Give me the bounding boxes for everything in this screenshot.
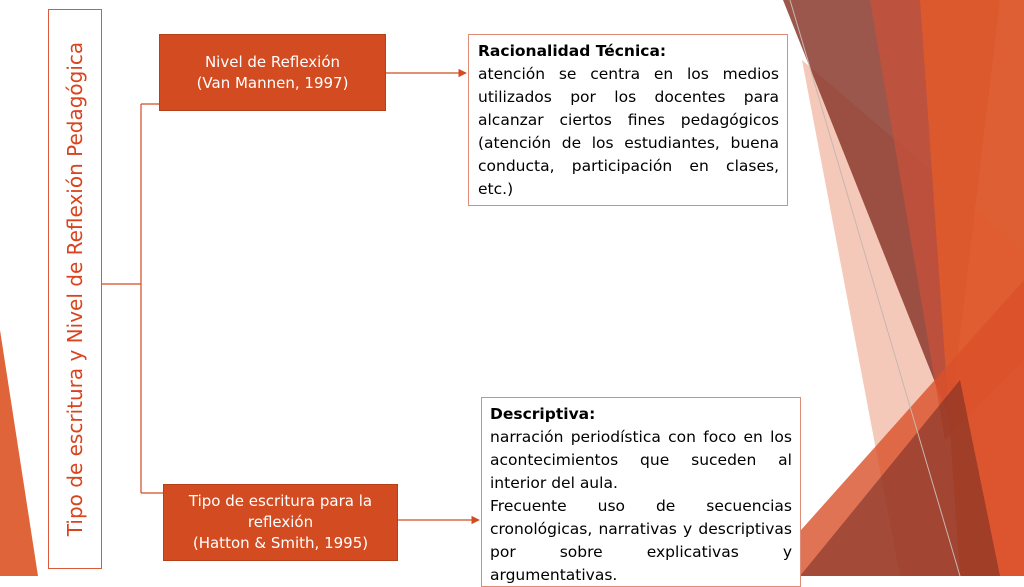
- nivel-line1: Nivel de Reflexión: [204, 52, 341, 71]
- nivel-line2: (Van Mannen, 1997): [196, 73, 349, 92]
- racionalidad-body: atención se centra en los medios utilizados por los docentes para alcanzar ciertos fines pedagógicos (atención de los estudiantes, buena conducta, participación en clases, etc.): [478, 65, 779, 198]
- descriptiva-body2: Frecuente uso de secuencias cronológicas, narrativas y descriptivas por sobre explicativas y argumentativas.: [490, 497, 792, 584]
- descriptiva-body1: narración periodística con foco en los acontecimientos que suceden al interior del aula.: [490, 428, 792, 492]
- descriptiva-title: Descriptiva:: [490, 405, 596, 423]
- tipo-line1: Tipo de escritura para la: [188, 492, 373, 510]
- racionalidad-title: Racionalidad Técnica:: [478, 42, 667, 60]
- tipo-line2: reflexión: [247, 513, 314, 531]
- descriptiva-box: [481, 397, 801, 587]
- tipo-escritura-box: [163, 484, 398, 561]
- racionalidad-tecnica-box: [468, 34, 788, 206]
- tipo-line3: (Hatton & Smith, 1995): [192, 534, 369, 552]
- left-bottom-facet: [0, 330, 38, 576]
- nivel-reflexion-box: [159, 34, 386, 111]
- vertical-title: Tipo de escritura y Nivel de Reflexión Pedagógica: [63, 41, 87, 537]
